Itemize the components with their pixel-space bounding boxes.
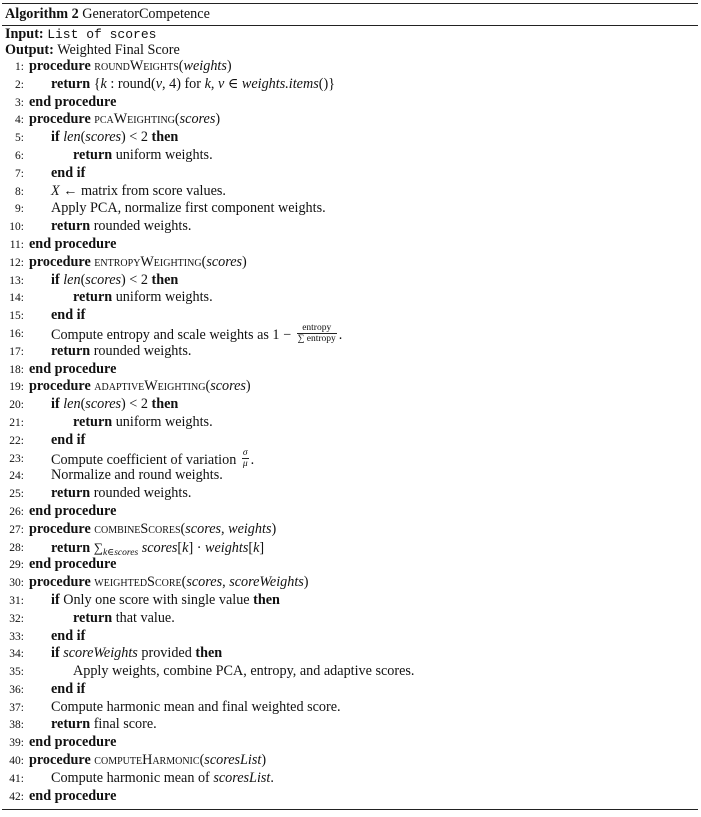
algorithm-line bbox=[2, 681, 698, 699]
line-number: 35: bbox=[9, 666, 24, 679]
algorithm-line bbox=[2, 645, 698, 663]
algorithm-line bbox=[2, 94, 698, 112]
line-text: procedure combineScores(scores, weights) bbox=[29, 520, 277, 537]
line-number: 36: bbox=[9, 683, 24, 696]
line-number: 34: bbox=[9, 648, 24, 661]
algorithm-lines bbox=[2, 58, 698, 805]
line-text: return uniform weights. bbox=[73, 413, 213, 430]
line-number: 2: bbox=[15, 78, 24, 91]
line-number: 27: bbox=[9, 523, 24, 536]
line-text: return $\sum_{k\in scores}$ scores[k] · weights[k] bbox=[51, 539, 265, 558]
algorithm-line bbox=[2, 289, 698, 307]
algorithm-line bbox=[2, 447, 698, 469]
line-number: 5: bbox=[15, 132, 24, 145]
line-text: if len(scores) < 2 then bbox=[51, 129, 179, 146]
line-number: 23: bbox=[9, 452, 24, 465]
algorithm-line bbox=[2, 361, 698, 379]
algorithm-line bbox=[2, 147, 698, 165]
algorithm-line bbox=[2, 592, 698, 610]
line-text: end procedure bbox=[29, 93, 117, 110]
line-text: end procedure bbox=[29, 360, 117, 377]
output-label: Output: bbox=[5, 42, 54, 58]
line-number: 10: bbox=[9, 221, 24, 234]
line-text: if Only one score with single value then bbox=[51, 591, 280, 608]
line-number: 22: bbox=[9, 434, 24, 447]
line-number: 1: bbox=[15, 61, 24, 73]
line-text: return final score. bbox=[51, 716, 157, 733]
line-text: end if bbox=[51, 307, 86, 324]
line-text: Compute coefficient of variation $\frac{\sigma}{\mu}$ . bbox=[51, 447, 255, 469]
line-number: 41: bbox=[9, 772, 24, 785]
line-number: 37: bbox=[9, 701, 24, 714]
algorithm-line bbox=[2, 254, 698, 272]
algorithm-line bbox=[2, 378, 698, 396]
line-number: 15: bbox=[9, 310, 24, 323]
line-number: 42: bbox=[9, 790, 24, 803]
algorithm-line bbox=[2, 218, 698, 236]
line-text: if len(scores) < 2 then bbox=[51, 271, 179, 288]
line-text: end if bbox=[51, 164, 86, 181]
algorithm-line bbox=[2, 200, 698, 218]
line-text: procedure computeHarmonic(scoresList) bbox=[29, 752, 267, 769]
line-text: end procedure bbox=[29, 556, 117, 573]
algorithm-line bbox=[2, 58, 698, 76]
line-number: 33: bbox=[9, 630, 24, 643]
algorithm-line bbox=[2, 556, 698, 574]
algorithm-line bbox=[2, 610, 698, 628]
line-number: 39: bbox=[9, 737, 24, 750]
line-number: 25: bbox=[9, 488, 24, 501]
line-text: end if bbox=[51, 627, 86, 644]
algorithm-line bbox=[2, 628, 698, 646]
line-number: 17: bbox=[9, 345, 24, 358]
algorithm-line bbox=[2, 343, 698, 361]
line-number: 21: bbox=[9, 416, 24, 429]
line-number: 7: bbox=[15, 167, 24, 180]
line-text: X ← matrix from score values. bbox=[51, 182, 226, 199]
line-text: return rounded weights. bbox=[51, 342, 192, 359]
algorithm-line bbox=[2, 503, 698, 521]
line-number: 38: bbox=[9, 719, 24, 732]
line-number: 14: bbox=[9, 292, 24, 305]
input-label: Input: bbox=[5, 26, 44, 42]
line-text: if scoreWeights provided then bbox=[51, 645, 223, 662]
algorithm-line bbox=[2, 574, 698, 592]
bottom-rule bbox=[2, 809, 698, 810]
line-text: Compute harmonic mean of scoresList. bbox=[51, 769, 274, 786]
line-text: Apply weights, combine PCA, entropy, and adaptive scores. bbox=[73, 663, 415, 680]
line-number: 24: bbox=[9, 470, 24, 483]
input-value: List of scores bbox=[47, 27, 157, 42]
algorithm-label: Algorithm 2 bbox=[5, 6, 79, 22]
line-text: Compute harmonic mean and final weighted score. bbox=[51, 698, 341, 715]
line-text: end if bbox=[51, 431, 86, 448]
algorithm-line bbox=[2, 752, 698, 770]
algorithm-line bbox=[2, 76, 698, 94]
line-number: 9: bbox=[15, 203, 24, 216]
line-text: return {k : round(v, 4) for k, v ∈ weights.items()} bbox=[51, 75, 336, 92]
line-text: if len(scores) < 2 then bbox=[51, 396, 179, 413]
algorithm-caption bbox=[2, 4, 698, 25]
line-text: return rounded weights. bbox=[51, 218, 192, 235]
algorithm-line bbox=[2, 129, 698, 147]
line-text: return rounded weights. bbox=[51, 485, 192, 502]
line-number: 28: bbox=[9, 541, 24, 554]
line-text: Compute entropy and scale weights as 1 − $\frac{\text{entropy}}{\text{∑ entropy}}$ . bbox=[51, 322, 343, 344]
output-value: Weighted Final Score bbox=[57, 42, 180, 58]
line-number: 30: bbox=[9, 577, 24, 590]
algorithm-line bbox=[2, 111, 698, 129]
algorithm-line bbox=[2, 663, 698, 681]
line-number: 31: bbox=[9, 594, 24, 607]
line-text: procedure pcaWeighting(scores) bbox=[29, 111, 221, 128]
algorithm-line bbox=[2, 734, 698, 752]
line-number: 40: bbox=[9, 755, 24, 768]
line-number: 26: bbox=[9, 505, 24, 518]
line-text: end if bbox=[51, 680, 86, 697]
line-number: 11: bbox=[9, 238, 24, 251]
line-number: 8: bbox=[15, 185, 24, 198]
algorithm-line bbox=[2, 432, 698, 450]
line-text: end procedure bbox=[29, 235, 117, 252]
output-line bbox=[2, 42, 698, 58]
algorithm-line bbox=[2, 699, 698, 717]
input-line bbox=[2, 26, 698, 42]
algorithm-line bbox=[2, 322, 698, 344]
line-number: 20: bbox=[9, 399, 24, 412]
line-text: Normalize and round weights. bbox=[51, 467, 223, 484]
line-text: end procedure bbox=[29, 502, 117, 519]
algorithm-line bbox=[2, 770, 698, 788]
line-text: procedure roundWeights(weights) bbox=[29, 58, 232, 74]
algorithm-line bbox=[2, 307, 698, 325]
line-number: 4: bbox=[15, 114, 24, 127]
line-number: 32: bbox=[9, 612, 24, 625]
line-text: end procedure bbox=[29, 787, 117, 804]
line-number: 3: bbox=[15, 96, 24, 109]
line-number: 13: bbox=[9, 274, 24, 287]
line-text: return uniform weights. bbox=[73, 289, 213, 306]
algorithm-line bbox=[2, 716, 698, 734]
line-text: return uniform weights. bbox=[73, 146, 213, 163]
algorithm-line bbox=[2, 414, 698, 432]
line-text: procedure entropyWeighting(scores) bbox=[29, 253, 247, 270]
algorithm-title: GeneratorCompetence bbox=[82, 6, 210, 22]
algorithm-line bbox=[2, 236, 698, 254]
algorithm-line bbox=[2, 165, 698, 183]
line-text: Apply PCA, normalize first component weights. bbox=[51, 200, 326, 217]
line-number: 6: bbox=[15, 149, 24, 162]
algorithm-line bbox=[2, 485, 698, 503]
line-number: 18: bbox=[9, 363, 24, 376]
algorithm-line bbox=[2, 521, 698, 539]
algorithm-block bbox=[2, 3, 698, 810]
algorithm-line bbox=[2, 396, 698, 414]
algorithm-line bbox=[2, 539, 698, 557]
line-number: 29: bbox=[9, 559, 24, 572]
line-number: 12: bbox=[9, 256, 24, 269]
line-text: procedure adaptiveWeighting(scores) bbox=[29, 378, 251, 395]
line-number: 19: bbox=[9, 381, 24, 394]
algorithm-line bbox=[2, 788, 698, 806]
line-text: procedure weightedScore(scores, scoreWeights) bbox=[29, 574, 309, 591]
algorithm-line bbox=[2, 467, 698, 485]
algorithm-line bbox=[2, 272, 698, 290]
line-text: return that value. bbox=[73, 609, 175, 626]
line-text: end procedure bbox=[29, 734, 117, 751]
algorithm-line bbox=[2, 183, 698, 201]
line-number: 16: bbox=[9, 327, 24, 340]
